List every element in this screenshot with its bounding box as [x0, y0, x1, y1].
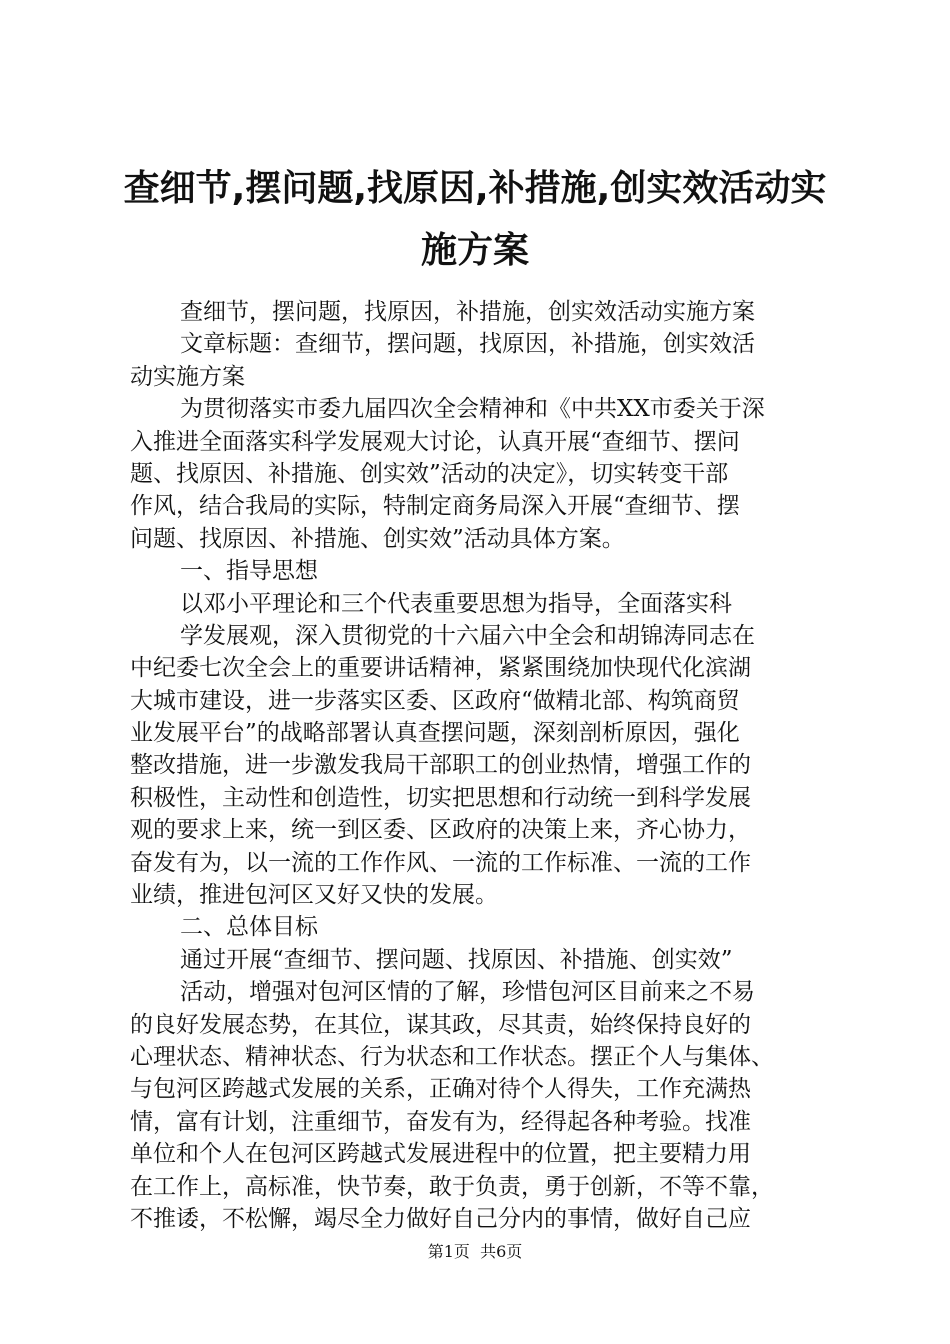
- text-line: 整改措施，进一步激发我局干部职工的创业热情，增强工作的: [130, 752, 751, 779]
- text-line: 为贯彻落实市委九届四次全会精神和《中共XX市委关于深: [180, 396, 765, 423]
- text-line: 作风，结合我局的实际，特制定商务局深入开展“查细节、摆: [130, 493, 740, 520]
- text-line: 入推进全面落实科学发展观大讨论，认真开展“查细节、摆问: [130, 428, 740, 455]
- text-line: 一、指导思想: [180, 558, 318, 585]
- text-line: 动实施方案: [130, 363, 245, 390]
- title-line-2: 施方案: [420, 230, 529, 271]
- text-line: 单位和个人在包河区跨越式发展进程中的位置，把主要精力用: [130, 1141, 751, 1168]
- page-number: 第1页 共6页: [427, 1242, 523, 1261]
- document-title: [110, 158, 840, 282]
- text-line: 活动，增强对包河区情的了解，珍惜包河区目前来之不易: [180, 979, 755, 1006]
- text-line: 文章标题：查细节，摆问题，找原因，补措施，创实效活: [180, 331, 755, 358]
- text-line: 通过开展“查细节、摆问题、找原因、补措施、创实效”: [180, 946, 733, 973]
- text-line: 与包河区跨越式发展的关系，正确对待个人得失，工作充满热: [130, 1076, 751, 1103]
- text-line: 的良好发展态势，在其位，谋其政，尽其责，始终保持良好的: [130, 1011, 751, 1038]
- text-line: 题、找原因、补措施、创实效”活动的决定》，切实转变干部: [130, 460, 729, 487]
- text-line: 二、总体目标: [180, 914, 318, 941]
- text-line: 以邓小平理论和三个代表重要思想为指导，全面落实科: [180, 590, 732, 617]
- page-footer: [0, 1242, 950, 1262]
- text-line: 查细节，摆问题，找原因，补措施，创实效活动实施方案: [180, 299, 755, 325]
- text-line: 心理状态、精神状态、行为状态和工作状态。摆正个人与集体、: [130, 1043, 774, 1070]
- text-line: 学发展观，深入贯彻党的十六届六中全会和胡锦涛同志在: [180, 622, 755, 649]
- text-line: 中纪委七次全会上的重要讲话精神，紧紧围绕加快现代化滨湖: [130, 655, 751, 682]
- text-line: 问题、找原因、补措施、创实效”活动具体方案。: [130, 525, 625, 552]
- title-line-1: 查细节,摆问题,找原因,补措施,创实效活动实: [123, 168, 827, 209]
- text-line: 奋发有为，以一流的工作作风、一流的工作标准、一流的工作: [130, 849, 751, 876]
- document-body: [130, 296, 850, 1235]
- text-line: 不推诿，不松懈，竭尽全力做好自己分内的事情，做好自己应: [130, 1205, 751, 1232]
- text-line: 大城市建设，进一步落实区委、区政府“做精北部、构筑商贸: [130, 687, 740, 714]
- text-line: 积极性，主动性和创造性，切实把思想和行动统一到科学发展: [130, 784, 751, 811]
- text-line: 业绩，推进包河区又好又快的发展。: [130, 882, 498, 909]
- text-line: 在工作上，高标准，快节奏，敢于负责，勇于创新，不等不靠，: [130, 1173, 774, 1200]
- text-line: 观的要求上来，统一到区委、区政府的决策上来，齐心协力，: [130, 817, 751, 844]
- text-line: 情，富有计划，注重细节，奋发有为，经得起各种考验。找准: [130, 1108, 751, 1135]
- text-line: 业发展平台”的战略部署认真查摆问题，深刻剖析原因，强化: [130, 720, 740, 747]
